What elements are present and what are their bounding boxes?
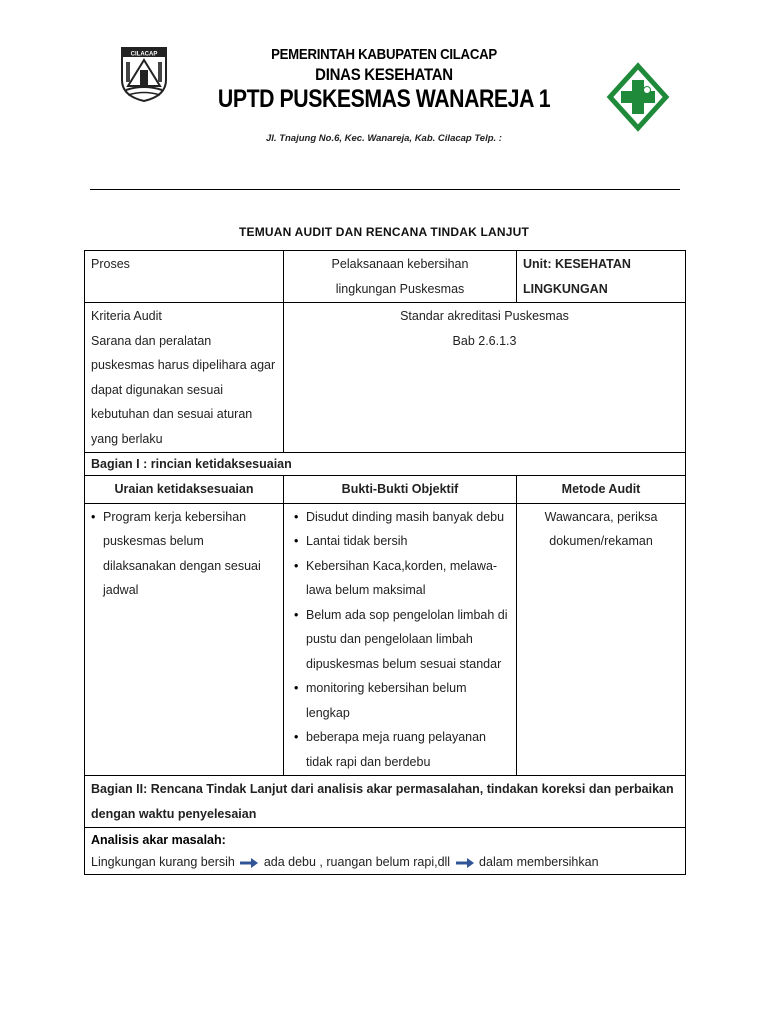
address-line: Jl. Tnajung No.6, Kec. Wanareja, Kab. Cilacap Telp. : xyxy=(266,133,502,144)
analisis-row xyxy=(85,828,686,875)
bukti-item: • Lantai tidak bersih xyxy=(294,529,510,554)
bukti-item: • beberapa meja ruang pelayanan tidak rapi dan berdebu xyxy=(294,725,510,774)
header-divider xyxy=(90,189,680,190)
metode-cell: Wawancara, periksa dokumen/rekaman xyxy=(517,503,686,776)
uraian-cell xyxy=(85,503,284,776)
col-header-bukti: Bukti-Bukti Objektif xyxy=(284,476,517,504)
bagian2-row xyxy=(85,776,686,828)
kriteria-row xyxy=(85,303,686,453)
header-department: DINAS KESEHATAN xyxy=(315,65,453,84)
proses-label: Proses xyxy=(85,251,284,303)
arrow-right-icon xyxy=(240,858,258,868)
standar-line2: Bab 2.6.1.3 xyxy=(452,333,517,348)
col-header-metode: Metode Audit xyxy=(517,476,686,504)
svg-text:CILACAP: CILACAP xyxy=(130,51,158,58)
bagian1-row xyxy=(85,453,686,476)
proses-value: Pelaksanaan kebersihan lingkungan Puskesmas xyxy=(284,251,517,303)
puskesmas-logo-icon xyxy=(603,60,673,134)
audit-table xyxy=(84,250,686,875)
analisis-cell xyxy=(85,828,686,875)
analisis-step: ada debu , ruangan belum rapi,dll xyxy=(263,855,451,869)
findings-row xyxy=(85,503,686,776)
arrow-right-icon xyxy=(456,858,474,868)
document-title: TEMUAN AUDIT DAN RENCANA TINDAK LANJUT xyxy=(238,225,530,239)
unit-cell: Unit: KESEHATAN LINGKUNGAN xyxy=(517,251,686,303)
bagian1-heading: Bagian I : rincian ketidaksesuaian xyxy=(85,453,686,476)
analisis-chain xyxy=(91,851,679,873)
bukti-cell xyxy=(284,503,517,776)
column-header-row xyxy=(85,476,686,504)
kriteria-cell xyxy=(85,303,284,453)
proses-row xyxy=(85,251,686,303)
bukti-item: • Kebersihan Kaca,korden, melawa-lawa belum maksimal xyxy=(294,554,510,603)
bukti-item: • Disudut dinding masih banyak debu xyxy=(294,505,510,530)
bukti-item: • monitoring kebersihan belum lengkap xyxy=(294,676,510,725)
analisis-label: Analisis akar masalah: xyxy=(91,833,226,847)
analisis-step: dalam membersihkan xyxy=(479,855,599,869)
kriteria-text: Sarana dan peralatan puskesmas harus dipelihara agar dapat digunakan sesuai kebutuhan dan sesuai aturan yang berlaku xyxy=(91,333,276,446)
bukti-item: • Belum ada sop pengelolan limbah di pustu dan pengelolaan limbah dipuskesmas belum sesuai standar xyxy=(294,603,510,677)
kriteria-label: Kriteria Audit xyxy=(91,309,162,323)
header-puskesmas: UPTD PUSKESMAS WANAREJA 1 xyxy=(217,85,551,113)
uraian-list xyxy=(91,505,277,603)
analisis-step: Lingkungan kurang bersih xyxy=(91,855,235,869)
header-government: PEMERINTAH KABUPATEN CILACAP xyxy=(271,46,497,63)
uraian-item: • Program kerja kebersihan puskesmas belum dilaksanakan dengan sesuai jadwal xyxy=(91,505,277,603)
bagian2-heading: Bagian II: Rencana Tindak Lanjut dari analisis akar permasalahan, tindakan koreksi dan perbaikan dengan waktu penyelesaian xyxy=(85,776,686,828)
col-header-uraian: Uraian ketidaksesuaian xyxy=(85,476,284,504)
standar-line1: Standar akreditasi Puskesmas xyxy=(400,309,569,323)
bukti-list xyxy=(290,505,510,775)
standar-cell xyxy=(284,303,686,453)
